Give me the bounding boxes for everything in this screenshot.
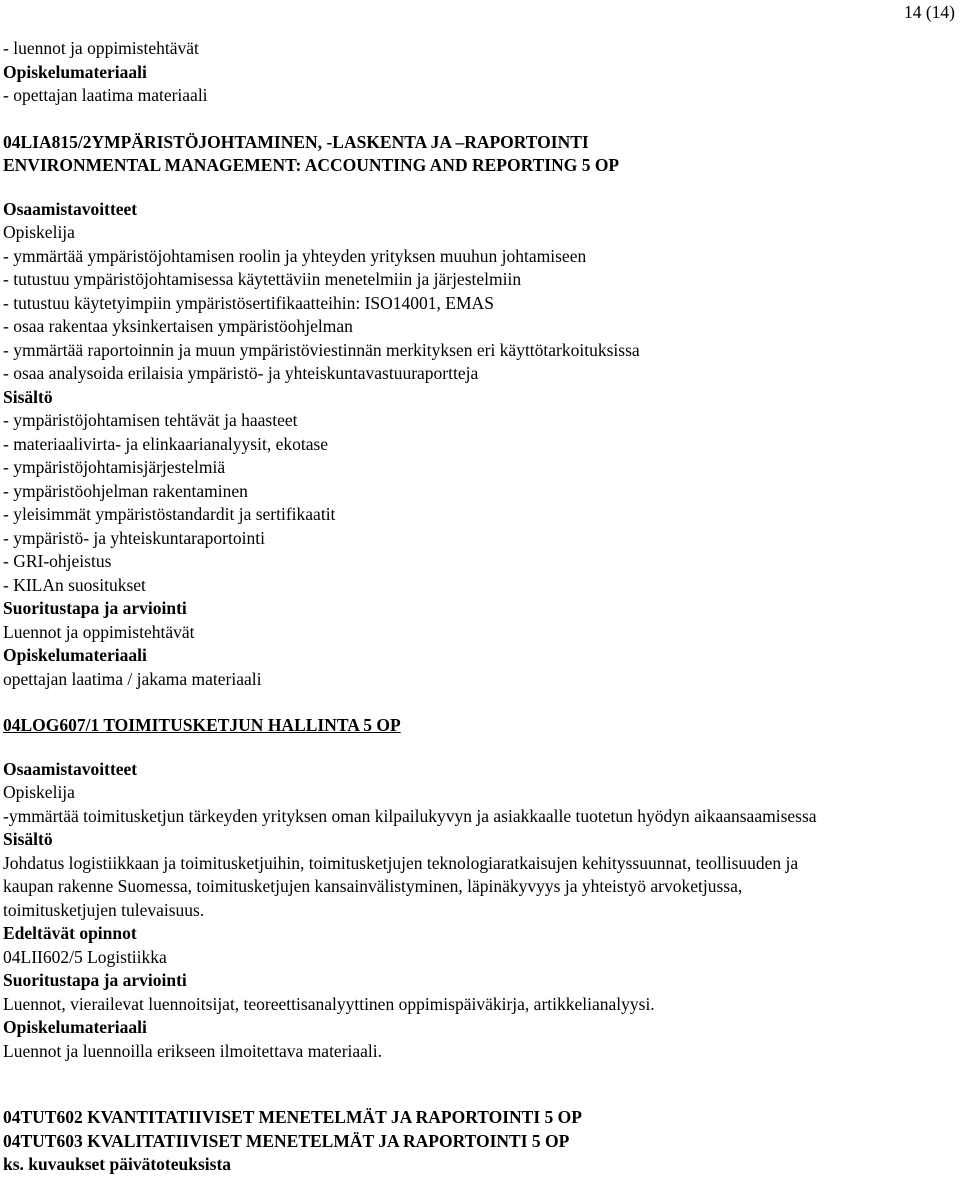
objectives-heading: Osaamistavoitteet [3,758,138,779]
objective-item: - ymmärtää raportoinnin ja muun ympäristöviestinnän merkityksen eri käyttötarkoituksissa [3,339,640,360]
content-heading: Sisältö [3,386,53,407]
content-text: kaupan rakenne Suomessa, toimitusketjujen kansainvälistyminen, läpinäkyvyys ja yhteistyö arvoketjussa, [3,876,743,896]
page-number: 14 (14) [903,2,955,22]
objective-item: -ymmärtää toimitusketjun tärkeyden yrityksen oman kilpailukyvyn ja asiakkaalle tuotetun hyödyn aikaansaamisessa [3,805,817,826]
student-label: Opiskelija [3,222,75,242]
prerequisites-text: 04LII602/5 Logistiikka [3,946,167,967]
course-title: 04TUT602 KVANTITATIIVISET MENETELMÄT JA RAPORTOINTI 5 OP [3,1107,582,1127]
course-title: 04TUT603 KVALITATIIVISET MENETELMÄT JA RAPORTOINTI 5 OP [3,1130,570,1151]
content-item: - ympäristöjohtamisjärjestelmiä [3,457,226,477]
material-heading: Opiskelumateriaali [3,1017,147,1037]
content-item: - ympäristöjohtamisen tehtävät ja haasteet [3,410,298,430]
content-item: - materiaalivirta- ja elinkaarianalyysit, ekotase [3,433,329,454]
prerequisites-heading: Edeltävät opinnot [3,923,137,943]
intro-line: - luennot ja oppimistehtävät [3,38,199,58]
intro-line: - opettajan laatima materiaali [3,85,208,105]
material-text: opettajan laatima / jakama materiaali [3,668,262,689]
course-title-english: ENVIRONMENTAL MANAGEMENT: ACCOUNTING AND REPORTING 5 OP [3,155,620,175]
intro-material-heading: Opiskelumateriaali [3,61,147,82]
course-title: 04LOG607/1 TOIMITUSKETJUN HALLINTA 5 OP [3,715,401,735]
assessment-text: Luennot ja oppimistehtävät [3,621,195,642]
assessment-heading: Suoritustapa ja arviointi [3,598,187,618]
course-note: ks. kuvaukset päivätoteuksista [3,1154,232,1174]
material-text: Luennot ja luennoilla erikseen ilmoitettava materiaali. [3,1040,383,1061]
content-heading: Sisältö [3,829,53,849]
content-item: - KILAn suositukset [3,574,146,595]
document-body [3,37,948,1177]
content-item: - ympäristöohjelman rakentaminen [3,480,248,501]
objective-item: - ymmärtää ympäristöjohtamisen roolin ja yhteyden yrityksen muuhun johtamiseen [3,245,587,266]
content-text: toimitusketjujen tulevaisuus. [3,899,205,920]
objective-item: - osaa rakentaa yksinkertaisen ympäristöohjelman [3,316,353,336]
student-label: Opiskelija [3,782,75,802]
content-item: - GRI-ohjeistus [3,551,112,571]
objectives-heading: Osaamistavoitteet [3,198,138,219]
assessment-text: Luennot, vierailevat luennoitsijat, teoreettisanalyyttinen oppimispäiväkirja, artikkelianalyysi. [3,993,655,1014]
material-heading: Opiskelumateriaali [3,645,147,665]
content-item: - ympäristö- ja yhteiskuntaraportointi [3,527,265,548]
content-text: Johdatus logistiikkaan ja toimitusketjuihin, toimitusketjujen teknologiaratkaisujen kehityssuunnat, teollisuuden ja [3,852,799,873]
objective-item: - tutustuu ympäristöjohtamisessa käytettäviin menetelmiin ja järjestelmiin [3,269,522,289]
content-item: - yleisimmät ympäristöstandardit ja sertifikaatit [3,504,336,524]
assessment-heading: Suoritustapa ja arviointi [3,970,187,990]
course-title: 04LIA815/2YMPÄRISTÖJOHTAMINEN, -LASKENTA JA –RAPORTOINTI [3,131,589,152]
objective-item: - tutustuu käytetyimpiin ympäristösertifikaatteihin: ISO14001, EMAS [3,292,494,313]
objective-item: - osaa analysoida erilaisia ympäristö- ja yhteiskuntavastuuraportteja [3,363,479,383]
